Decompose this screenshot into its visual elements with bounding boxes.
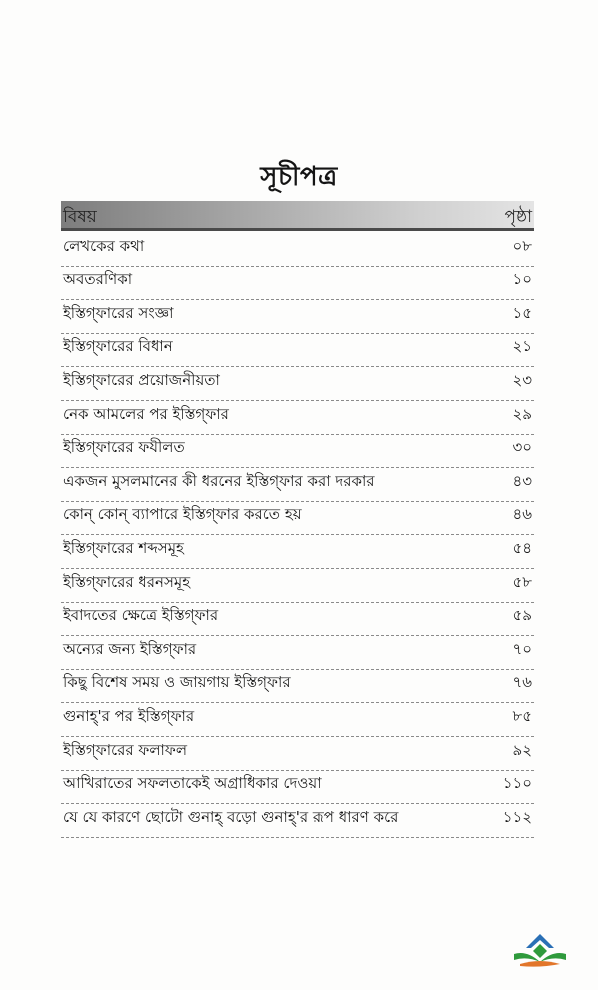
toc-entry-title: নেক আমলের পর ইস্তিগ্ফার (63, 404, 229, 423)
toc-entry (61, 502, 534, 536)
toc-entry (61, 435, 534, 469)
logo-book-right-icon (540, 953, 566, 962)
toc-entry-page: ১১০ (502, 774, 532, 793)
toc-entry (61, 804, 534, 838)
toc-entry (61, 233, 534, 267)
toc-entry-page: ২৩ (512, 370, 532, 389)
toc-entry (61, 367, 534, 401)
toc-entry-page: ১১২ (502, 807, 532, 826)
logo-core-icon (533, 944, 547, 958)
toc-entry-title: ইস্তিগ্ফারের ফলাফল (63, 740, 188, 759)
toc-entry-page: ৯২ (512, 740, 532, 759)
toc-entry-page: ০৮ (512, 236, 532, 255)
toc-entry (61, 468, 534, 502)
toc-entry-page: ২৯ (512, 404, 532, 423)
toc-entry-title: আখিরাতের সফলতাকেই অগ্রাধিকার দেওয়া (63, 774, 322, 793)
toc-entry (61, 267, 534, 301)
toc-entry (61, 670, 534, 704)
toc-list (61, 233, 534, 838)
toc-entry-page: ৫৮ (512, 572, 532, 591)
toc-entry (61, 569, 534, 603)
toc-entry (61, 300, 534, 334)
logo-base-icon (520, 961, 560, 967)
toc-entry-title: একজন মুসলমানের কী ধরনের ইস্তিগ্ফার করা দরকার (63, 471, 375, 490)
toc-entry (61, 737, 534, 771)
toc-entry (61, 636, 534, 670)
toc-entry-title: লেখকের কথা (63, 236, 145, 255)
toc-entry-page: ৪৩ (512, 471, 532, 490)
toc-entry-page: ৭০ (512, 639, 532, 658)
toc-entry (61, 401, 534, 435)
toc-entry-page: ১০ (512, 270, 532, 289)
toc-entry (61, 603, 534, 637)
toc-entry (61, 535, 534, 569)
toc-entry-page: ৪৬ (512, 505, 532, 524)
toc-entry-title: ইবাদতের ক্ষেত্রে ইস্তিগ্ফার (63, 606, 219, 625)
toc-entry-title: ইস্তিগ্ফারের ফযীলত (63, 438, 185, 457)
toc-entry-page: ৫৯ (512, 606, 532, 625)
toc-header-page: পৃষ্ঠা (504, 207, 532, 227)
toc-entry-title: ইস্তিগ্ফারের প্রয়োজনীয়তা (63, 370, 220, 389)
toc-entry (61, 771, 534, 805)
toc-entry-page: ১৫ (512, 303, 532, 322)
toc-entry-title: কোন্ কোন্ ব্যাপারে ইস্তিগ্ফার করতে হয় (63, 505, 302, 524)
toc-title: সূচীপত্র (260, 162, 338, 192)
toc-entry-title: ইস্তিগ্ফারের সংজ্ঞা (63, 303, 174, 322)
publisher-logo-icon (512, 932, 568, 972)
toc-header-bar (61, 201, 534, 231)
toc-entry-title: গুনাহ্'র পর ইস্তিগ্ফার (63, 706, 195, 725)
toc-entry-page: ৫৪ (512, 538, 532, 557)
toc-header-subject: বিষয় (63, 207, 97, 227)
toc-entry-page: ৮৫ (512, 706, 532, 725)
toc-entry (61, 703, 534, 737)
toc-entry (61, 334, 534, 368)
toc-entry-title: ইস্তিগ্ফারের শব্দসমূহ (63, 538, 184, 557)
toc-entry-page: ৭৬ (512, 673, 532, 692)
toc-entry-title: যে যে কারণে ছোটো গুনাহ্ বড়ো গুনাহ্'র রূপ ধারণ করে (63, 807, 399, 826)
toc-entry-title: অন্যের জন্য ইস্তিগ্ফার (63, 639, 197, 658)
toc-entry-title: কিছু বিশেষ সময় ও জায়গায় ইস্তিগ্ফার (63, 673, 291, 692)
logo-book-left-icon (514, 953, 540, 962)
toc-entry-page: ২১ (512, 337, 532, 356)
toc-entry-title: ইস্তিগ্ফারের বিধান (63, 337, 173, 356)
toc-entry-title: অবতরণিকা (63, 270, 133, 289)
toc-entry-page: ৩০ (512, 438, 532, 457)
toc-entry-title: ইস্তিগ্ফারের ধরনসমূহ (63, 572, 191, 591)
